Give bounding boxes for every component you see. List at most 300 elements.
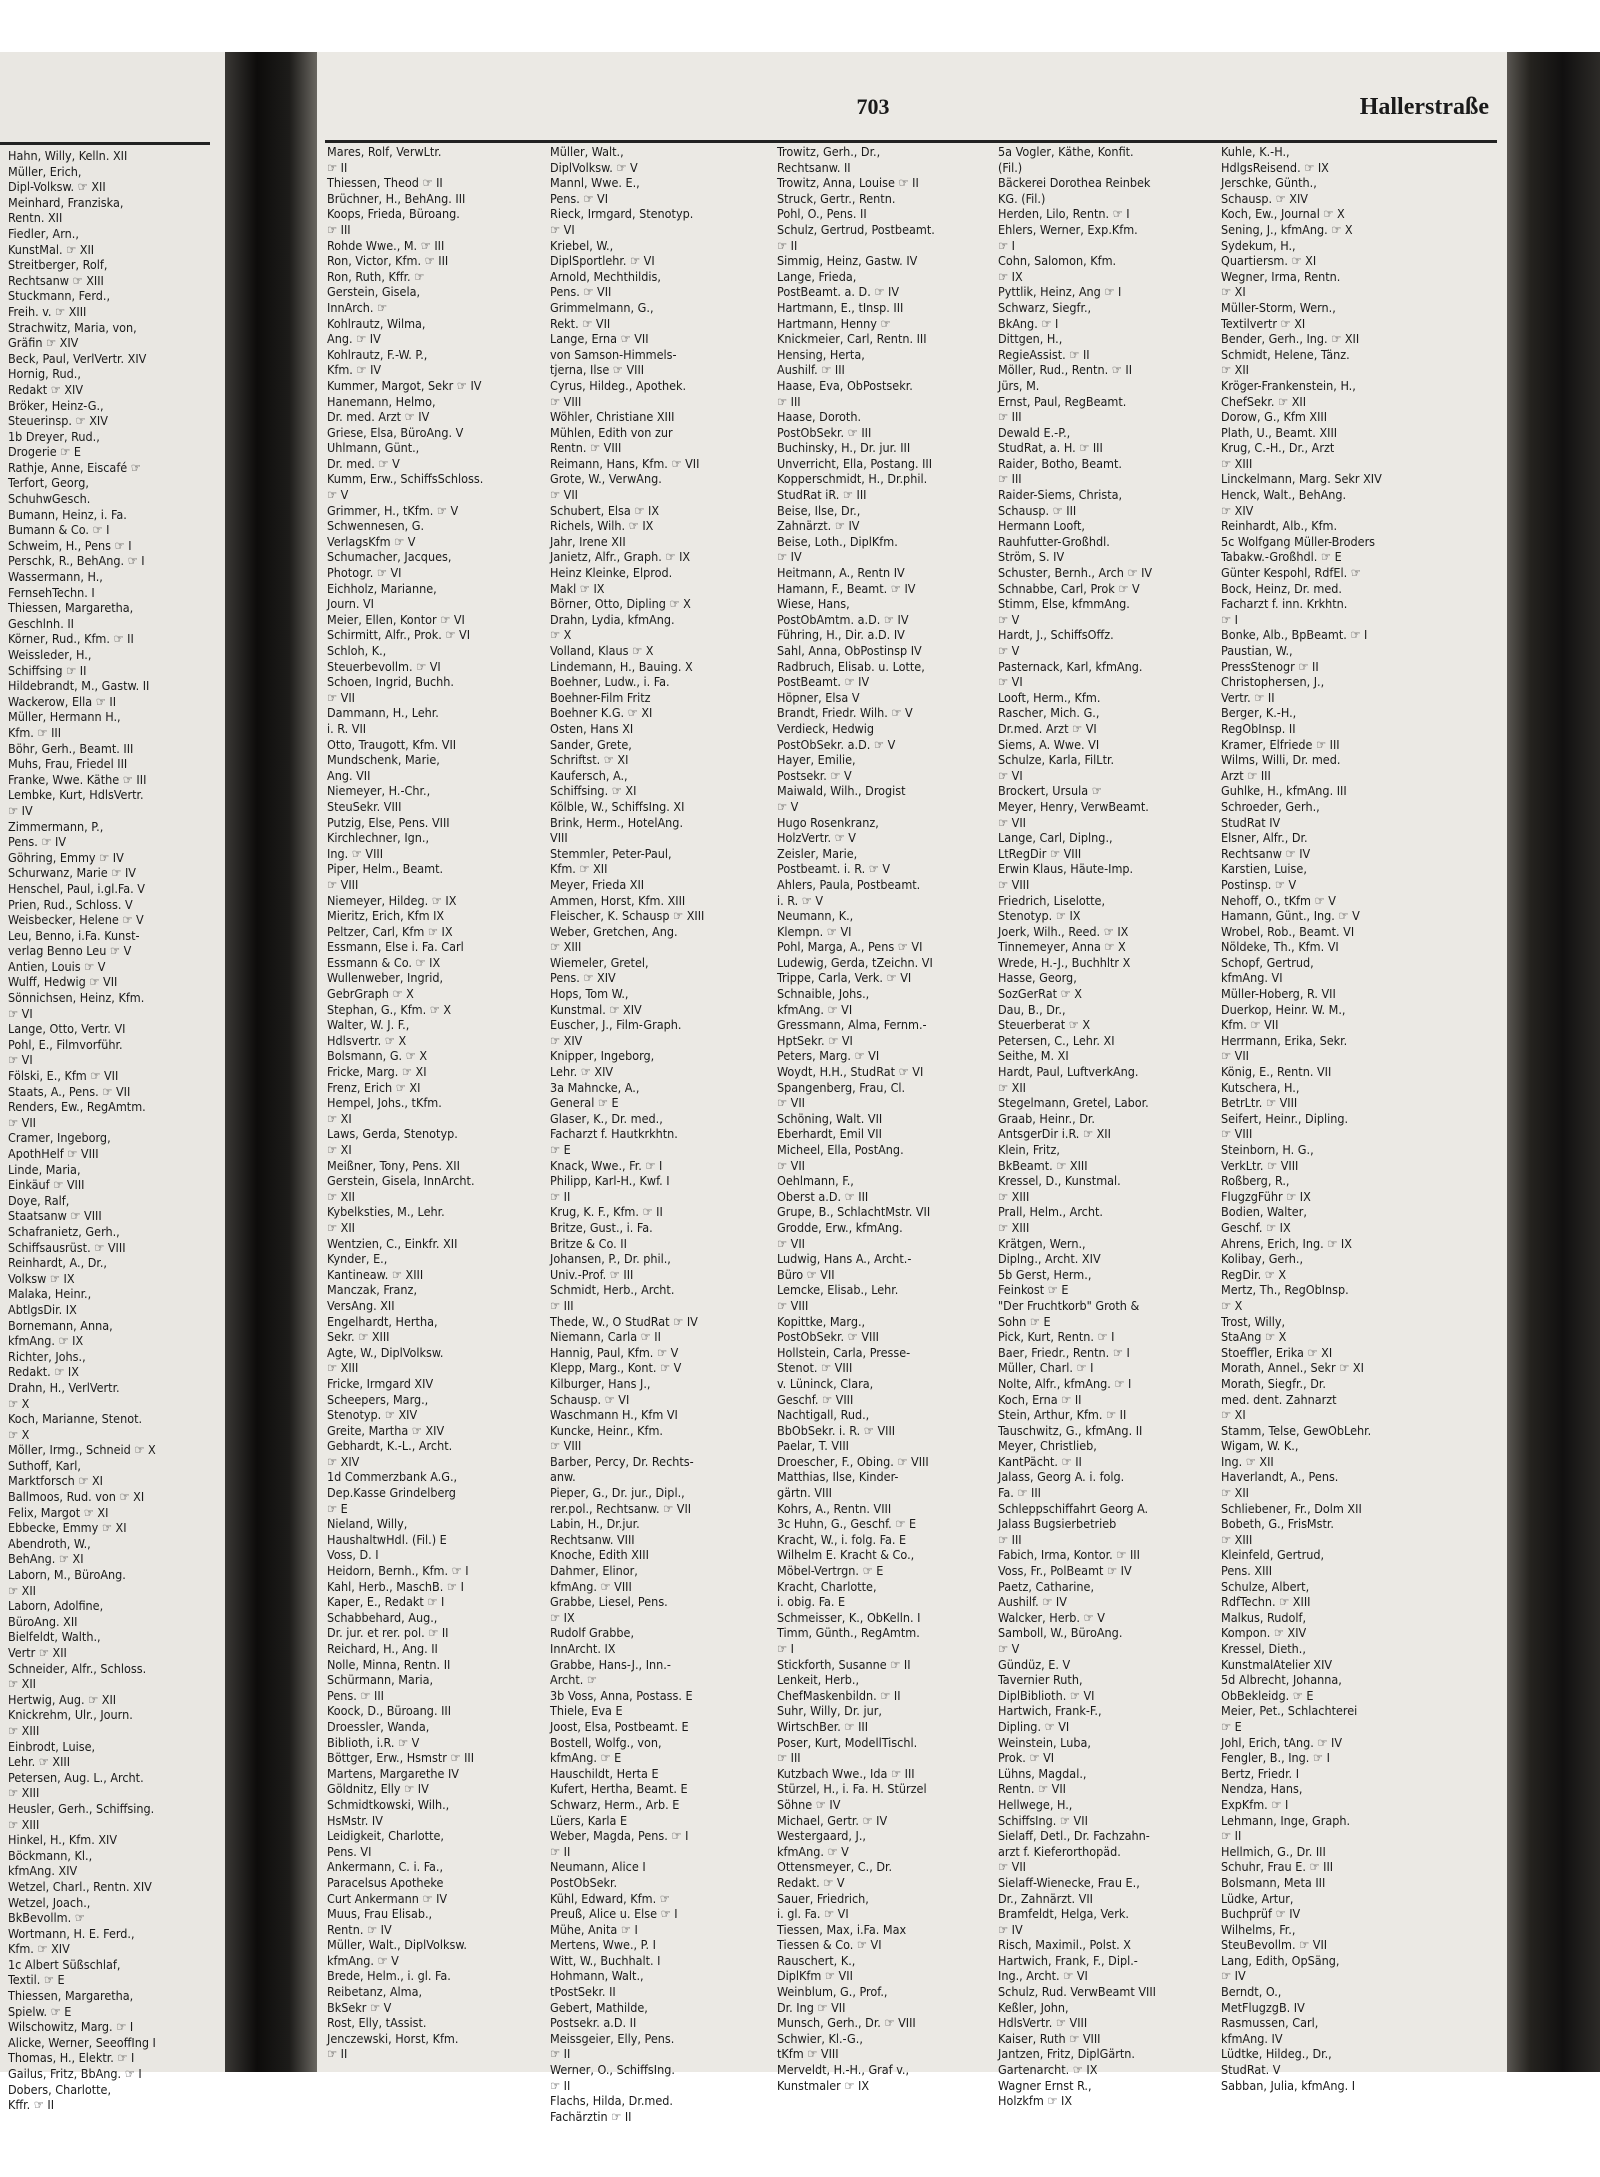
directory-entry: Bramfeldt, Helga, Verk.: [998, 1906, 1129, 1922]
directory-entry: Hartmann, Henny ☞: [777, 315, 891, 331]
directory-entry: SteuBevollm. ☞ VII: [1221, 1937, 1328, 1953]
directory-entry: Kaper, E., Redakt ☞ I: [327, 1594, 445, 1610]
directory-entry: Wetzel, Charl., Rentn. XIV: [8, 1878, 152, 1894]
directory-entry: Ang. ☞ IV: [327, 331, 381, 347]
directory-entry: Dr. jur. et rer. pol. ☞ II: [327, 1625, 449, 1641]
directory-entry: Postbeamt. i. R. ☞ V: [777, 861, 891, 877]
directory-entry: Pens. ☞ VII: [550, 284, 612, 300]
directory-entry: ☞ II: [327, 2046, 348, 2062]
directory-entry: Malaka, Heinr.,: [8, 1286, 92, 1302]
directory-entry: Reimann, Hans, Kfm. ☞ VII: [550, 455, 700, 471]
directory-entry: Nachtigall, Rud.,: [777, 1407, 870, 1423]
directory-entry: Pens. VI: [327, 1843, 372, 1859]
directory-entry: SchuhwGesch.: [8, 491, 91, 507]
directory-entry: kfmAng. ☞ V: [327, 1952, 399, 1968]
directory-entry: Führing, H., Dir. a.D. IV: [777, 627, 905, 643]
directory-entry: InnArch. ☞: [327, 299, 388, 315]
directory-entry: Kompon. ☞ XIV: [1221, 1625, 1307, 1641]
directory-entry: Duerkop, Heinr. W. M.,: [1221, 1001, 1346, 1017]
directory-entry: Trowitz, Gerh., Dr.,: [777, 144, 881, 159]
directory-entry: Holzkfm ☞ IX: [998, 2093, 1073, 2109]
directory-entry: Richter, Johs.,: [8, 1348, 86, 1364]
directory-entry: Kfm. ☞ VII: [1221, 1017, 1279, 1033]
directory-entry: Brede, Helm., i. gl. Fa.: [327, 1968, 451, 1984]
directory-entry: Pens. ☞ IV: [8, 834, 67, 850]
directory-entry: PostObSekr. ☞ VIII: [777, 1329, 879, 1345]
directory-entry: Schliebener, Fr., Dolm XII: [1221, 1500, 1362, 1516]
directory-entry: Labin, H., Dr.jur.: [550, 1516, 640, 1532]
directory-entry: Henck, Walt., BehAng.: [1221, 487, 1347, 503]
directory-entry: Sauer, Friedrich,: [777, 1890, 869, 1906]
directory-entry: Britze, Gust., i. Fa.: [550, 1219, 653, 1235]
directory-entry: ☞ X: [1221, 1297, 1243, 1313]
directory-entry: Kffr. ☞ II: [8, 2097, 55, 2113]
directory-entry: Kynder, E.,: [327, 1251, 388, 1267]
directory-entry: Fölski, E., Kfm ☞ VII: [8, 1068, 119, 1084]
directory-entry: Schweim, H., Pens ☞ I: [8, 537, 132, 553]
directory-entry: Dipl-Volksw. ☞ XII: [8, 179, 106, 195]
directory-entry: Lange, Erna ☞ VII: [550, 331, 649, 347]
directory-entry: Thede, W., O StudRat ☞ IV: [550, 1313, 698, 1329]
directory-entry: Schiffsing. ☞ XI: [550, 783, 637, 799]
directory-entry: ☞ VIII: [327, 876, 359, 892]
directory-entry: HsMstr. IV: [327, 1812, 383, 1828]
directory-entry: Redakt. ☞ V: [777, 1874, 845, 1890]
directory-entry: Bumann & Co. ☞ I: [8, 522, 110, 538]
directory-entry: Friedrich, Liselotte,: [998, 892, 1106, 908]
directory-entry: Kybelksties, M., Lehr.: [327, 1204, 445, 1220]
directory-entry: Reichard, H., Ang. II: [327, 1641, 438, 1656]
directory-entry: Kfm. ☞ XIV: [8, 1941, 70, 1957]
directory-entry: ☞ IV: [998, 1921, 1023, 1937]
directory-entry: Lange, Carl, Diplng.,: [998, 830, 1113, 846]
directory-entry: Sohn ☞ E: [998, 1313, 1051, 1329]
directory-entry: Reibetanz, Alma,: [327, 1984, 423, 2000]
directory-entry: AbtlgsDir. IX: [8, 1301, 77, 1317]
directory-entry: Sahl, Anna, ObPostinsp IV: [777, 643, 922, 658]
directory-entry: Weissleder, H.,: [8, 647, 92, 662]
directory-entry: Dau, B., Dr.,: [998, 1001, 1066, 1017]
directory-entry: Pens. ☞ XIV: [550, 970, 616, 986]
directory-entry: KG. (Fil.): [998, 190, 1046, 206]
directory-entry: 3a Mahncke, A.,: [550, 1079, 640, 1095]
directory-entry: Pohl, E., Filmvorführ.: [8, 1036, 123, 1052]
directory-entry: Krug, C.-H., Dr., Arzt: [1221, 440, 1335, 456]
directory-entry: ApothHelf ☞ VIII: [8, 1146, 99, 1161]
directory-entry: Woydt, H.H., StudRat ☞ VI: [777, 1064, 924, 1080]
directory-entry: Grimmelmann, G.,: [550, 299, 654, 315]
running-head-street-name: Hallerstraße: [1359, 94, 1489, 120]
directory-entry: Berger, K.-H.,: [1221, 705, 1297, 721]
directory-entry: Beise, Loth., DiplKfm.: [777, 533, 898, 549]
directory-entry: Göhring, Emmy ☞ IV: [8, 849, 124, 865]
directory-entry: Heinz Kleinke, Elprod.: [550, 565, 673, 581]
directory-entry: Zahnärzt. ☞ IV: [777, 518, 860, 534]
directory-entry: Wullenweber, Ingrid,: [327, 970, 444, 986]
directory-entry: PostObAmtm. a.D. ☞ IV: [777, 611, 909, 627]
directory-entry: FlugzgFühr ☞ IX: [1221, 1188, 1311, 1204]
directory-entry: Bock, Heinz, Dr. med.: [1221, 580, 1342, 596]
directory-entry: Schwarz, Herm., Arb. E: [550, 1796, 680, 1812]
directory-entry: Kaufersch, A.,: [550, 767, 628, 783]
directory-entry: Hildebrandt, M., Gastw. II: [8, 678, 150, 694]
directory-entry: Schausp. ☞ VI: [550, 1391, 630, 1407]
directory-entry: Alicke, Werner, SeeoffIng I: [8, 2034, 156, 2050]
directory-entry: Niemeyer, H.-Chr.,: [327, 783, 431, 799]
directory-entry: Heidorn, Bernh., Kfm. ☞ I: [327, 1563, 469, 1579]
directory-entry: Körner, Rud., Kfm. ☞ II: [8, 631, 134, 647]
directory-entry: ☞ II: [550, 1188, 571, 1204]
directory-entry: Koops, Frieda, Büroang.: [327, 206, 460, 222]
directory-entry: Westergaard, J.,: [777, 1828, 866, 1844]
directory-entry: Tauschwitz, G., kfmAng. II: [998, 1422, 1143, 1438]
directory-entry: ☞ II: [550, 1843, 571, 1859]
directory-entry: ☞ XII: [327, 1219, 355, 1235]
directory-entry: Lüdke, Artur,: [1221, 1890, 1294, 1906]
directory-entry: Kirchlechner, Ign.,: [327, 830, 430, 846]
directory-entry: Kfm. ☞ IV: [327, 362, 382, 378]
directory-entry: Redakt ☞ XIV: [8, 381, 84, 397]
left-page-column: [8, 148, 218, 2113]
directory-entry: Böttger, Erw., Hsmstr ☞ III: [327, 1750, 475, 1766]
directory-entry: i. gl. Fa. ☞ VI: [777, 1906, 849, 1922]
directory-entry: BkSekr ☞ V: [327, 1999, 392, 2015]
directory-entry: Ron, Victor, Kfm. ☞ III: [327, 253, 449, 269]
directory-entry: ☞ XII: [1221, 1485, 1249, 1501]
directory-entry: Rost, Elly, tAssist.: [327, 2015, 427, 2031]
directory-entry: Rasmussen, Carl,: [1221, 2015, 1319, 2031]
directory-entry: Dr. med. Arzt ☞ IV: [327, 409, 430, 425]
directory-entry: Schwier, Kl.-G.,: [777, 2030, 863, 2046]
directory-entry: Haverlandt, A., Pens.: [1221, 1469, 1339, 1485]
directory-entry: Schürmann, Maria,: [327, 1672, 434, 1688]
directory-entry: Börner, Otto, Dipling ☞ X: [550, 596, 691, 612]
directory-entry: Walcker, Herb. ☞ V: [998, 1609, 1105, 1625]
directory-entry: Redakt. ☞ IX: [8, 1364, 79, 1380]
left-page: [0, 52, 225, 2113]
directory-entry: Beck, Paul, VerlVertr. XIV: [8, 350, 147, 366]
directory-entry: Risch, Maximil., Polst. X: [998, 1937, 1131, 1953]
directory-entry: Müller-Storm, Wern.,: [1221, 299, 1336, 315]
directory-entry: Dammann, H., Lehr.: [327, 705, 439, 721]
directory-entry: Dr.med. Arzt ☞ VI: [998, 720, 1097, 736]
directory-entry: Wulff, Hedwig ☞ VII: [8, 974, 118, 990]
directory-entry: tPostSekr. II: [550, 1984, 616, 2000]
directory-entry: Jantzen, Fritz, DiplGärtn.: [998, 2046, 1135, 2062]
directory-entry: Kilburger, Hans J.,: [550, 1375, 651, 1391]
directory-entry: Rechtsanw ☞ IV: [1221, 845, 1311, 861]
directory-entry: Maiwald, Wilh., Drogist: [777, 783, 906, 799]
directory-entry: Lehr. ☞ XIII: [8, 1754, 71, 1770]
directory-entry: Niemeyer, Hildeg. ☞ IX: [327, 892, 457, 908]
directory-entry: Lehmann, Inge, Graph.: [1221, 1812, 1351, 1828]
directory-entry: Spangenberg, Frau, Cl.: [777, 1079, 906, 1095]
directory-entry: ☞ V: [327, 487, 349, 503]
directory-entry: ☞ II: [550, 2077, 571, 2093]
directory-entry: Dr. med. ☞ V: [327, 455, 400, 471]
directory-entry: Trowitz, Anna, Louise ☞ II: [777, 175, 919, 191]
directory-entry: Schabbehard, Aug.,: [327, 1609, 438, 1625]
directory-entry: Boehner K.G. ☞ XI: [550, 705, 653, 721]
directory-entry: Marktforsch ☞ XI: [8, 1473, 104, 1489]
directory-entry: Buchinsky, H., Dr. jur. III: [777, 440, 911, 456]
directory-entry: Laborn, Adolfine,: [8, 1598, 104, 1614]
directory-entry: Bonke, Alb., BpBeamt. ☞ I: [1221, 627, 1368, 643]
directory-entry: StudRat iR. ☞ III: [777, 487, 867, 503]
directory-entry: Heitmann, A., Rentn IV: [777, 565, 905, 581]
directory-entry: BkBeamt. ☞ XIII: [998, 1157, 1088, 1173]
directory-entry: PostBeamt. ☞ IV: [777, 674, 870, 690]
directory-entry: Greite, Martha ☞ XIV: [327, 1422, 445, 1438]
directory-entry: Stoeffler, Erika ☞ XI: [1221, 1344, 1333, 1360]
directory-entry: Pohl, Marga, A., Pens ☞ VI: [777, 939, 923, 955]
directory-entry: Lange, Otto, Vertr. VI: [8, 1021, 126, 1037]
directory-entry: ☞ VIII: [1221, 1126, 1253, 1142]
directory-entry: ExpKfm. ☞ I: [1221, 1796, 1289, 1812]
directory-entry: Photogr. ☞ VI: [327, 565, 402, 581]
directory-entry: MetFlugzgB. IV: [1221, 1999, 1305, 2015]
directory-entry: Niemann, Carla ☞ II: [550, 1329, 661, 1345]
directory-entry: Geschf. ☞ VIII: [777, 1391, 854, 1407]
directory-entry: Journ. VI: [327, 596, 374, 612]
directory-entry: Koch, Marianne, Stenot.: [8, 1411, 143, 1427]
directory-entry: Schurwanz, Marie ☞ IV: [8, 865, 136, 881]
directory-entry: Morath, Annel., Sekr ☞ XI: [1221, 1360, 1364, 1376]
directory-entry: Siems, A. Wwe. VI: [998, 736, 1100, 752]
directory-entry: Vertr. ☞ II: [1221, 689, 1275, 705]
directory-entry: ☞ II: [550, 2046, 571, 2062]
directory-entry: Flachs, Hilda, Dr.med.: [550, 2093, 673, 2109]
directory-entry: Ström, S. IV: [998, 549, 1065, 565]
directory-entry: DiplVolksw. ☞ V: [550, 159, 638, 175]
directory-entry: Uhlmann, Günt.,: [327, 440, 420, 456]
directory-entry: Wiese, Hans,: [777, 596, 850, 612]
directory-entry: ☞ VI: [8, 1052, 33, 1068]
directory-entry: InnArcht. IX: [550, 1641, 616, 1656]
directory-entry: Hartwich, Frank, F., Dipl.-: [998, 1952, 1138, 1968]
directory-entry: Hdlsvertr. ☞ X: [327, 1032, 407, 1048]
directory-entry: ☞ VI: [998, 767, 1023, 783]
directory-entry: Drahn, H., VerlVertr.: [8, 1379, 120, 1395]
directory-entry: ☞ VII: [550, 487, 578, 503]
directory-entry: SozGerRat ☞ X: [998, 986, 1082, 1002]
directory-entry: ☞ X: [8, 1426, 30, 1442]
directory-entry: Bäckerei Dorothea Reinbek: [998, 175, 1151, 191]
directory-entry: Kahl, Herb., MaschB. ☞ I: [327, 1578, 464, 1594]
directory-entry: med. dent. Zahnarzt: [1221, 1391, 1337, 1407]
directory-entry: Jahr, Irene XII: [550, 533, 626, 549]
directory-entry: Curt Ankermann ☞ IV: [327, 1890, 448, 1906]
directory-entry: Pasternack, Karl, kfmAng.: [998, 658, 1143, 674]
directory-entry: Ludewig, Gerda, tZeichn. VI: [777, 954, 933, 970]
directory-entry: Ang. VII: [327, 767, 371, 783]
directory-entry: Sydekum, H.,: [1221, 237, 1296, 253]
directory-entry: kfmAng. VI: [1221, 970, 1283, 986]
directory-entry: Walter, W. J. F.,: [327, 1017, 410, 1033]
directory-entry: ☞ X: [8, 1395, 30, 1411]
directory-entry: Günter Kespohl, RdfEl. ☞: [1221, 565, 1361, 581]
directory-entry: ☞ VII: [777, 1157, 805, 1173]
directory-entry: LtRegDir ☞ VIII: [998, 845, 1082, 861]
directory-entry: Fricke, Irmgard XIV: [327, 1375, 434, 1391]
directory-entry: Piper, Helm., Beamt.: [327, 861, 444, 877]
directory-entry: VIII: [550, 830, 568, 846]
directory-entry: Rechtsanw ☞ XIII: [8, 272, 104, 288]
directory-entry: ☞ XII: [8, 1582, 36, 1598]
directory-entry: Stein, Arthur, Kfm. ☞ II: [998, 1407, 1127, 1423]
directory-entry: Weinblum, G., Prof.,: [777, 1984, 888, 2000]
directory-entry: kfmAng. IV: [1221, 2030, 1283, 2046]
directory-entry: Lenkeit, Herb.,: [777, 1672, 860, 1688]
directory-entry: Paracelsus Apotheke: [327, 1874, 444, 1890]
directory-entry: Rathje, Anne, Eiscafé ☞: [8, 459, 141, 475]
directory-entry: Muhs, Frau, Friedel III: [8, 756, 128, 772]
directory-entry: Bodien, Walter,: [1221, 1204, 1307, 1220]
directory-entry: Müller, Erich,: [8, 163, 82, 179]
directory-entry: ☞ III: [777, 393, 801, 409]
directory-entry: KunstmalAtelier XIV: [1221, 1656, 1333, 1672]
directory-entry: Hahn, Willy, Kelln. XII: [8, 148, 128, 163]
directory-entry: ☞ V: [998, 1641, 1020, 1656]
directory-entry: Fricke, Marg. ☞ XI: [327, 1064, 427, 1080]
directory-entry: Lang, Edith, OpSäng,: [1221, 1952, 1340, 1968]
directory-entry: StudRat. V: [1221, 2062, 1281, 2078]
directory-entry: Schafranietz, Gerh.,: [8, 1223, 120, 1239]
directory-entry: Preuß, Alice u. Else ☞ I: [550, 1906, 678, 1922]
directory-entry: (Fil.): [998, 159, 1023, 175]
directory-entry: Grabbe, Liesel, Pens.: [550, 1594, 668, 1610]
directory-entry: Rechtsanw. II: [777, 159, 851, 175]
directory-entry: Neumann, Alice I: [550, 1859, 646, 1875]
directory-entry: Essmann & Co. ☞ IX: [327, 954, 441, 970]
directory-entry: Rudolf Grabbe,: [550, 1625, 635, 1641]
directory-entry: ☞ XI: [1221, 284, 1246, 300]
directory-entry: Barber, Percy, Dr. Rechts-: [550, 1453, 694, 1469]
directory-entry: RegObInsp. II: [1221, 720, 1296, 736]
directory-entry: kfmAng. ☞ VI: [777, 1001, 853, 1017]
page-number: 703: [856, 94, 890, 119]
directory-entry: Schirmitt, Alfr., Prok. ☞ VI: [327, 627, 471, 643]
directory-entry: Frenz, Erich ☞ XI: [327, 1079, 421, 1095]
directory-entry: Knack, Wwe., Fr. ☞ I: [550, 1157, 663, 1173]
directory-entry: Jenczewski, Horst, Kfm.: [327, 2030, 459, 2046]
directory-entry: Merveldt, H.-H., Graf v.,: [777, 2062, 910, 2078]
directory-entry: Droescher, F., Obing. ☞ VIII: [777, 1453, 929, 1469]
directory-entry: Looft, Herm., Kfm.: [998, 689, 1101, 705]
directory-entry: Sabban, Julia, kfmAng. I: [1221, 2077, 1356, 2093]
directory-entry: Fachärztin ☞ II: [550, 2108, 632, 2124]
directory-entry: Kopittke, Marg.,: [777, 1313, 866, 1329]
directory-entry: Stenotyp. ☞ IX: [998, 908, 1081, 924]
directory-entry: Herrmann, Erika, Sekr.: [1221, 1032, 1348, 1048]
directory-entry: Cohn, Salomon, Kfm.: [998, 253, 1117, 269]
directory-entry: Gebhardt, K.-L., Archt.: [327, 1438, 453, 1454]
directory-entry: Sekr. ☞ XIII: [327, 1329, 390, 1345]
directory-entry: anw.: [550, 1469, 576, 1485]
directory-entry: Essmann, Else i. Fa. Carl: [327, 939, 464, 955]
directory-entry: Neumann, K.,: [777, 908, 854, 924]
directory-entry: Sönnichsen, Heinz, Kfm.: [8, 990, 145, 1006]
directory-entry: Kantineaw. ☞ XIII: [327, 1266, 424, 1282]
directory-entry: Schmidtkowski, Wilh.,: [327, 1796, 450, 1812]
directory-entry: Textil. ☞ E: [8, 1972, 65, 1988]
directory-entry: Möbel-Vertrgn. ☞ E: [777, 1563, 884, 1579]
directory-entry: Kfm. ☞ III: [8, 724, 62, 740]
directory-entry: Mieritz, Erich, Kfm IX: [327, 908, 445, 924]
directory-entry: Göldnitz, Elly ☞ IV: [327, 1781, 429, 1797]
directory-entry: Richels, Wilh. ☞ IX: [550, 518, 654, 534]
directory-entry: 5c Wolfgang Müller-Broders: [1221, 533, 1376, 549]
directory-entry: Möller, Rud., Rentn. ☞ II: [998, 362, 1133, 378]
directory-entry: Fengler, B., Ing. ☞ I: [1221, 1750, 1330, 1766]
directory-entry: Rohde Wwe., M. ☞ III: [327, 237, 445, 253]
directory-entry: StudRat IV: [1221, 814, 1281, 830]
directory-entry: Henschel, Paul, i.gl.Fa. V: [8, 880, 145, 896]
directory-entry: Manczak, Franz,: [327, 1282, 418, 1298]
directory-entry: AntsgerDir i.R. ☞ XII: [998, 1126, 1111, 1142]
directory-entry: BehAng. ☞ XI: [8, 1551, 84, 1567]
directory-entry: ☞ VII: [998, 814, 1026, 830]
directory-entry: Wilhelms, Fr.,: [1221, 1921, 1296, 1937]
directory-entry: Söhne ☞ IV: [777, 1796, 841, 1812]
directory-entry: General ☞ E: [550, 1095, 619, 1111]
directory-entry: ☞ V: [998, 611, 1020, 627]
directory-entry: Lüers, Karla E: [550, 1812, 628, 1828]
directory-entry: ☞ XII: [327, 1188, 355, 1204]
directory-entry: Steuerbevollm. ☞ VI: [327, 658, 441, 674]
directory-entry: Stemmler, Peter-Paul,: [550, 845, 672, 861]
directory-entry: ☞ II: [777, 237, 798, 253]
directory-entry: Sielaff, Detl., Dr. Fachzahn-: [998, 1828, 1150, 1844]
directory-entry: Kuhle, K.-H.,: [1221, 144, 1290, 159]
directory-entry: Kölble, W., SchiffsIng. XI: [550, 798, 685, 814]
directory-entry: Müller, Walt., DiplVolksw.: [327, 1937, 467, 1953]
directory-entry: Arzt ☞ III: [1221, 767, 1271, 783]
directory-column-3: [777, 144, 991, 2093]
directory-entry: Kühl, Edward, Kfm. ☞: [550, 1890, 670, 1906]
directory-entry: Hornig, Rud.,: [8, 366, 81, 382]
directory-entry: Hempel, Johs., tKfm.: [327, 1095, 442, 1111]
directory-entry: Graab, Heinr., Dr.: [998, 1110, 1095, 1126]
directory-entry: Raider-Siems, Christa,: [998, 487, 1123, 503]
directory-entry: Schubert, Elsa ☞ IX: [550, 502, 660, 518]
directory-entry: ☞ XIII: [8, 1722, 40, 1738]
directory-entry: ☞ XIV: [550, 1032, 583, 1048]
directory-entry: Dorow, G., Kfm XIII: [1221, 409, 1328, 425]
directory-entry: Kolibay, Gerh.,: [1221, 1251, 1304, 1267]
directory-entry: Weinstein, Luba,: [998, 1734, 1091, 1750]
directory-entry: ☞ IX: [550, 1609, 575, 1625]
directory-entry: Paetz, Catharine,: [998, 1578, 1095, 1594]
directory-entry: Zimmermann, P.,: [8, 818, 104, 834]
directory-entry: Nöldeke, Th., Kfm. VI: [1221, 939, 1339, 955]
directory-entry: ☞ XII: [998, 1079, 1026, 1095]
directory-entry: Vertr ☞ XII: [8, 1645, 67, 1660]
directory-entry: ☞ XI: [327, 1110, 352, 1126]
directory-entry: Paustian, W.,: [1221, 643, 1293, 658]
directory-entry: Böckmann, Kl.,: [8, 1847, 93, 1863]
directory-entry: Reinhardt, A., Dr.,: [8, 1255, 107, 1271]
directory-entry: arzt f. Kieferorthopäd.: [998, 1843, 1121, 1859]
directory-entry: Schnabbe, Carl, Prok ☞ V: [998, 580, 1140, 596]
directory-entry: Hannig, Paul, Kfm. ☞ V: [550, 1344, 679, 1360]
directory-entry: KantPächt. ☞ II: [998, 1453, 1082, 1469]
directory-entry: ☞ III: [998, 409, 1022, 425]
directory-entry: Hellmich, G., Dr. III: [1221, 1843, 1326, 1859]
directory-entry: Voss, Fr., PolBeamt ☞ IV: [998, 1563, 1132, 1579]
directory-entry: ChefMaskenbildn. ☞ II: [777, 1687, 901, 1703]
directory-entry: Pick, Kurt, Rentn. ☞ I: [998, 1329, 1115, 1345]
